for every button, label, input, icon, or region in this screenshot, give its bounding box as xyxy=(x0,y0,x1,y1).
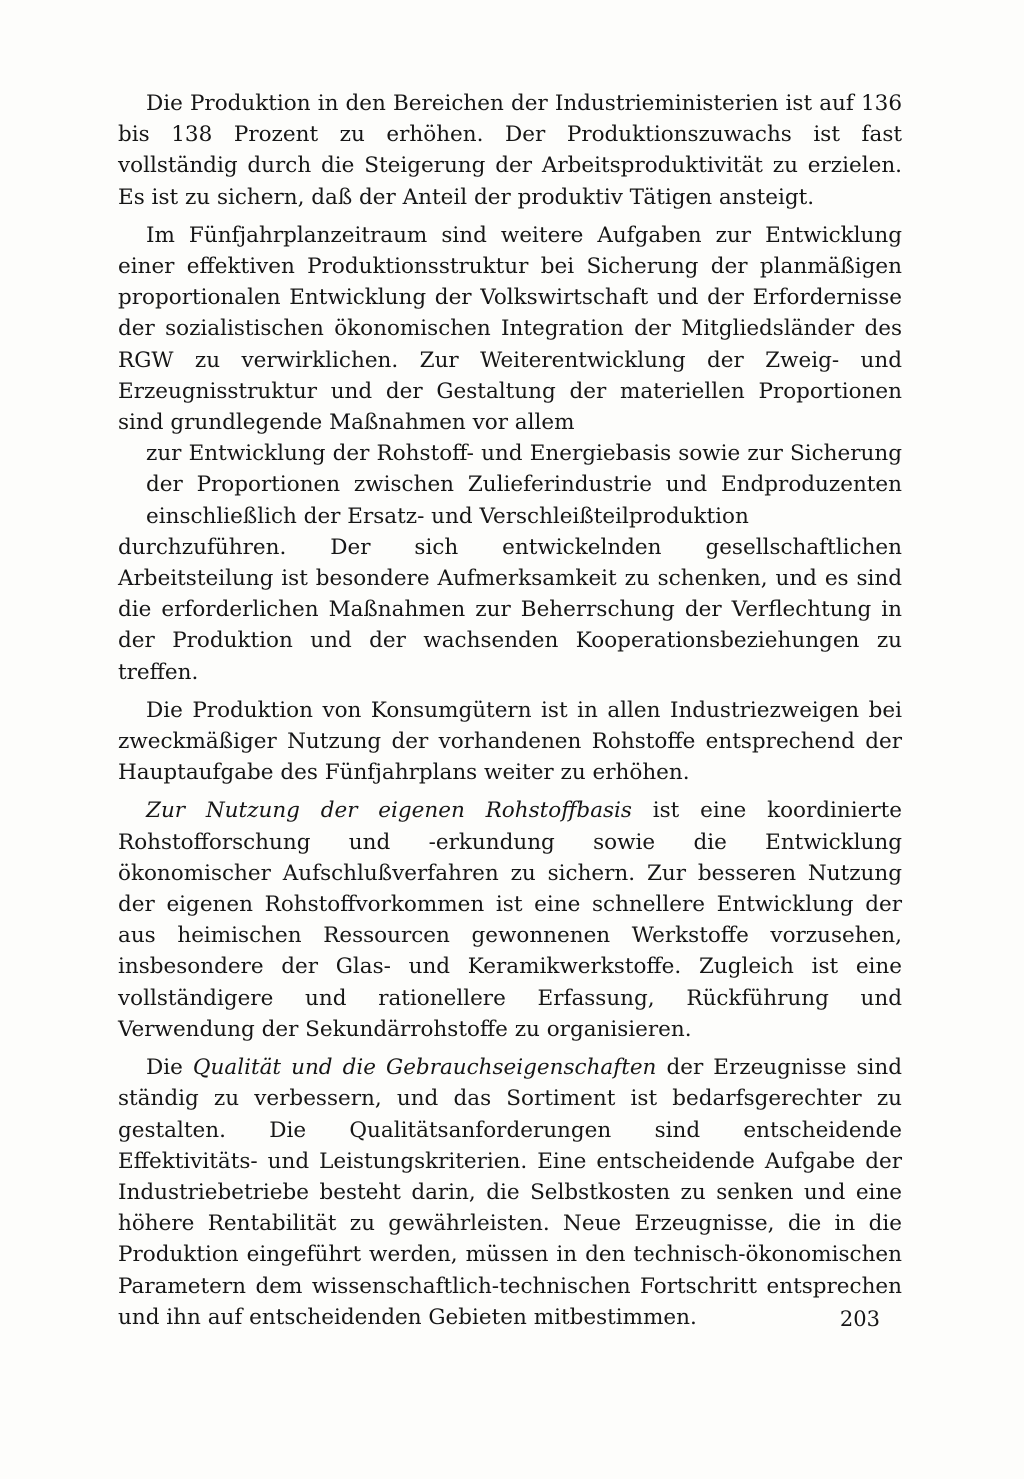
paragraph-consumer-goods xyxy=(118,695,902,789)
paragraph-text: Die Produktion von Konsumgütern ist in allen Industriezweigen bei zweckmäßiger Nutzung der vorhandenen Rohstoffe entsprechend der Hauptaufgabe des Fünfjahrplans weiter zu erhöhen. xyxy=(118,697,902,786)
paragraph-production-structure xyxy=(118,220,902,438)
paragraph-production-increase xyxy=(118,88,902,213)
paragraph-text: Die Produktion in den Bereichen der Industrieministerien ist auf 136 bis 138 Prozent zu erhöhen. Der Produktionszuwachs ist fast vollständig durch die Steigerung der Arbeitsproduktivität zu erzielen. Es ist zu sichern, daß der Anteil der produktiv Tätigen ansteigt. xyxy=(118,91,902,210)
paragraph-text: ist eine koordinierte Rohstofforschung und -erkundung sowie die Entwicklung ökonomischer Aufschlußverfahren zu sichern. Zur besseren Nutzung der eigenen Rohstoffvorkommen ist eine schnellere Entwicklung der aus heimischen Ressourcen gewonnenen Werkstoffe vorzusehen, insbesondere der Glas- und Keramikwerkstoffe. Zugleich ist eine vollständigere und rationellere Erfassung, Rückführung und Verwendung der Sekundärrohstoffe zu organisieren. xyxy=(118,798,902,1042)
paragraph-lead: Die xyxy=(146,1055,193,1081)
list-item-text: zur Entwicklung der Rohstoff- und Energiebasis sowie zur Sicherung der Proportionen zwischen Zulieferindustrie und Endproduzenten einschließlich der Ersatz- und Verschleißteilproduktion xyxy=(146,441,902,529)
paragraph-continuation xyxy=(118,532,902,688)
page-body xyxy=(118,88,902,1340)
italic-emphasis: Qualität und die Gebrauchseigenschaften xyxy=(192,1055,657,1081)
page-number: 203 xyxy=(839,1307,880,1331)
paragraph-text: der Erzeugnisse sind ständig zu verbessern, und das Sortiment ist bedarfsgerechter zu gestalten. Die Qualitätsanforderungen sind entscheidende Effektivitäts- und Leistungskriterien. Eine entscheidende Aufgabe der Industriebetriebe besteht darin, die Selbstkosten zu senken und eine höhere Rentabilität zu gewährleisten. Neue Erzeugnisse, die in die Produktion eingeführt werden, müssen in den technisch-ökonomischen Parametern dem wissenschaftlich-technischen Fortschritt entsprechen und ihn auf entscheidenden Gebieten mitbestimmen. xyxy=(118,1055,903,1330)
paragraph-text: Im Fünfjahrplanzeitraum sind weitere Aufgaben zur Entwicklung einer effektiven Produktionsstruktur bei Sicherung der planmäßigen proportionalen Entwicklung der Volkswirtschaft und der Erfordernisse der sozialistischen ökonomischen Integration der Mitgliedsländer des RGW zu verwirklichen. Zur Weiterentwicklung der Zweig- und Erzeugnisstruktur und der Gestaltung der materiellen Proportionen sind grundlegende Maßnahmen vor allem xyxy=(118,222,902,436)
paragraph-text: durchzuführen. Der sich entwickelnden gesellschaftlichen Arbeitsteilung ist besondere Aufmerksamkeit zu schenken, und es sind die erforderlichen Maßnahmen zur Beherrschung der Verflechtung in der Produktion und der wachsenden Kooperationsbeziehungen zu treffen. xyxy=(118,534,902,685)
list-item-raw-material-energy xyxy=(118,438,902,532)
paragraph-raw-material-base xyxy=(118,795,902,1045)
italic-emphasis: Zur Nutzung der eigenen Rohstoffbasis xyxy=(146,798,632,824)
paragraph-quality xyxy=(118,1052,902,1333)
